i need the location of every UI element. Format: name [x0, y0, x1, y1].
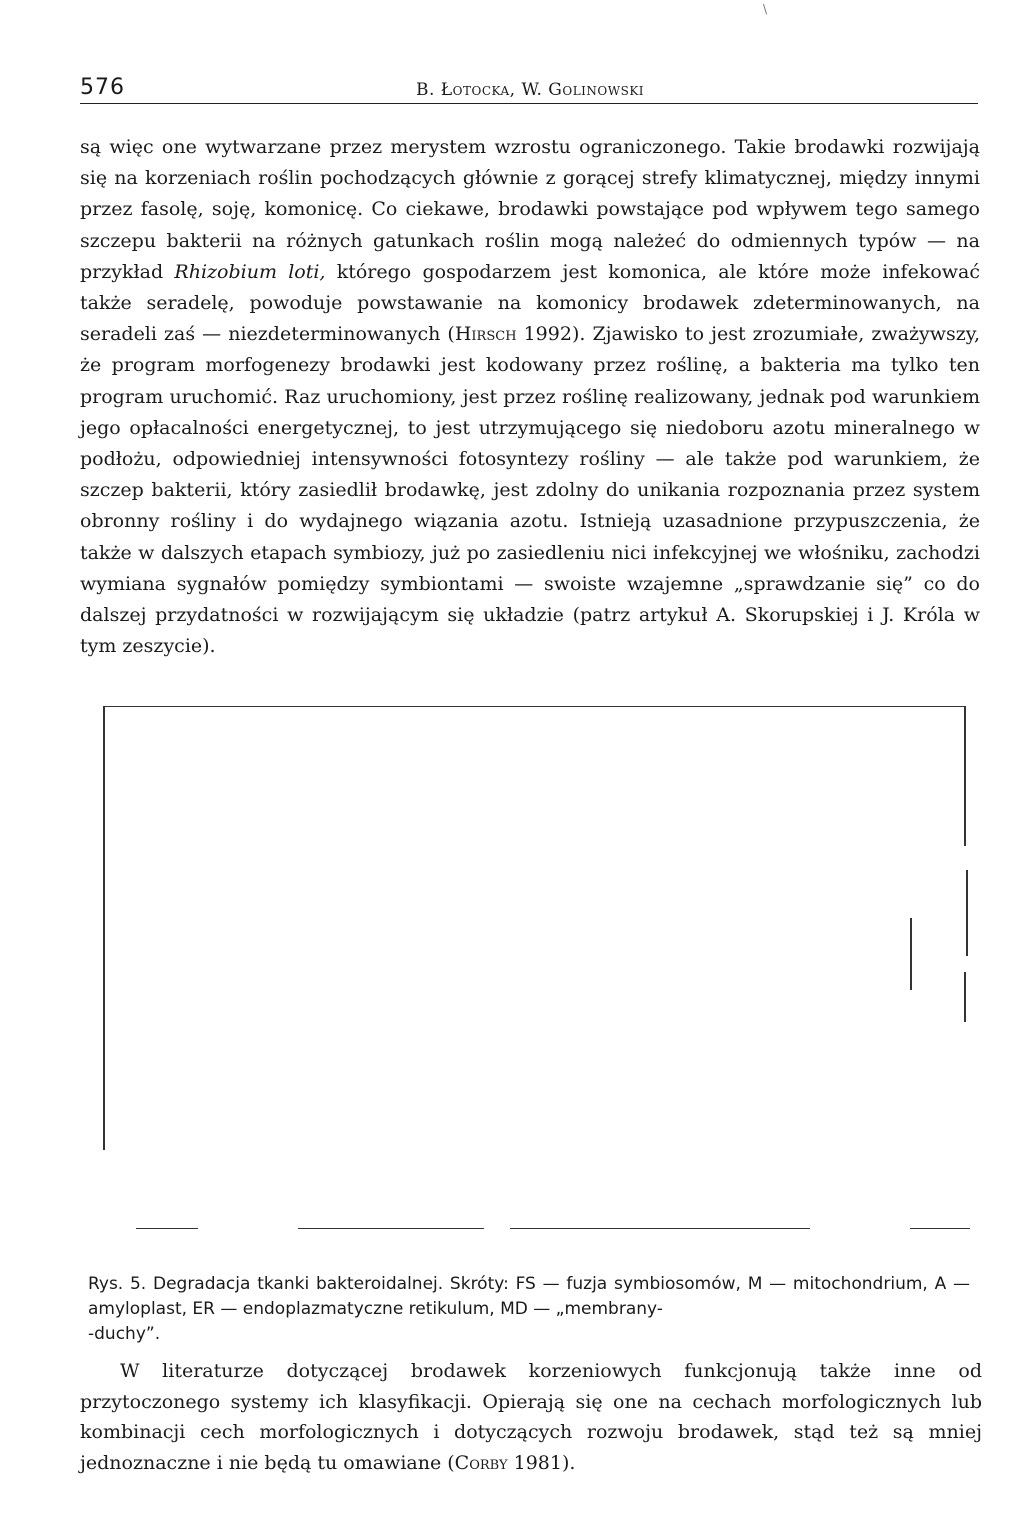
para1-text-2: którego gospodarzem jest komonica, ale które może infekować także seradelę, powoduje powstawanie na komonicy brodawek zdeterminowanych, na seradeli zaś — niezdeterminowanych (	[80, 260, 980, 346]
figure-frame-right	[964, 706, 966, 846]
para2-text-2: 1981).	[507, 1451, 576, 1474]
figure-5	[100, 700, 970, 1240]
figure-frame-top	[104, 706, 964, 707]
figure-frame-right	[964, 972, 966, 1022]
citation-author: Corby	[454, 1451, 508, 1474]
page-header	[80, 74, 976, 104]
caption-text: Rys. 5. Degradacja tkanki bakteroidalnej. Skróty: FS — fuzja symbiosomów, M — mitochondrium, A — amyloplast, ER — endoplazmatyczne retikulum, MD — „membrany-	[88, 1274, 970, 1319]
figure-frame-left	[103, 706, 105, 1150]
figure-caption	[88, 1272, 970, 1347]
para2-text-1: W literaturze dotyczącej brodawek korzeniowych funkcjonują także inne od przytoczonego systemy ich klasyfikacji. Opierają się one na cechach morfologicznych lub kombinacji cech morfologicznych i dotyczących rozwoju brodawek, stąd też są mniej jednoznaczne i nie będą tu omawiane (	[80, 1360, 982, 1474]
caption-end: -duchy”.	[88, 1324, 161, 1344]
figure-inner-line	[910, 918, 912, 990]
para1-text-1: są więc one wytwarzane przez merystem wzrostu ograniczonego. Takie brodawki rozwijają się na korzeniach roślin pochodzących głównie z gorącej strefy klimatycznej, między innymi przez fasolę, soję, komonicę. Co ciekawe, brodawki powstające pod wpływem tego samego szczepu bakterii na różnych gatunkach roślin mogą należeć do odmiennych typów — na przykład	[80, 136, 980, 283]
citation-author: Hirsch	[454, 323, 517, 346]
header-rule	[80, 103, 978, 104]
species-name: Rhizobium loti,	[174, 260, 326, 283]
figure-frame-right	[966, 870, 968, 956]
figure-frame-bottom	[510, 1228, 810, 1229]
figure-frame-bottom	[910, 1228, 970, 1229]
figure-frame-bottom	[136, 1228, 198, 1229]
body-paragraph-2	[80, 1356, 982, 1478]
running-head: B. Łotocka, W. Golinowski	[416, 80, 645, 100]
figure-frame-bottom	[298, 1228, 484, 1229]
page-number: 576	[80, 75, 125, 100]
para1-text-3: 1992). Zjawisko to jest zrozumiałe, zważywszy, że program morfogenezy brodawki jest kodowany przez roślinę, a bakteria ma tylko ten program uruchomić. Raz uruchomiony, jest przez roślinę realizowany, jednak pod warunkiem jego opłacalności energetycznej, to jest utrzymującego się niedoboru azotu mineralnego w podłożu, odpowiedniej intensywności fotosyntezy rośliny — ale także pod warunkiem, że szczep bakterii, który zasiedlił brodawkę, jest zdolny do unikania rozpoznania przez system obronny rośliny i do wydajnego wiązania azotu. Istnieją uzasadnione przypuszczenia, że także w dalszych etapach symbiozy, już po zasiedleniu nici infekcyjnej we włośniku, zachodzi wymiana sygnałów pomiędzy symbiontami — swoiste wzajemne „sprawdzanie się” co do dalszej przydatności w rozwijającym się układzie (patrz artykuł A. Skorupskiej i J. Króla w tym zeszycie).	[80, 323, 980, 658]
body-paragraph-1	[80, 132, 980, 662]
stray-mark: \	[763, 2, 768, 16]
